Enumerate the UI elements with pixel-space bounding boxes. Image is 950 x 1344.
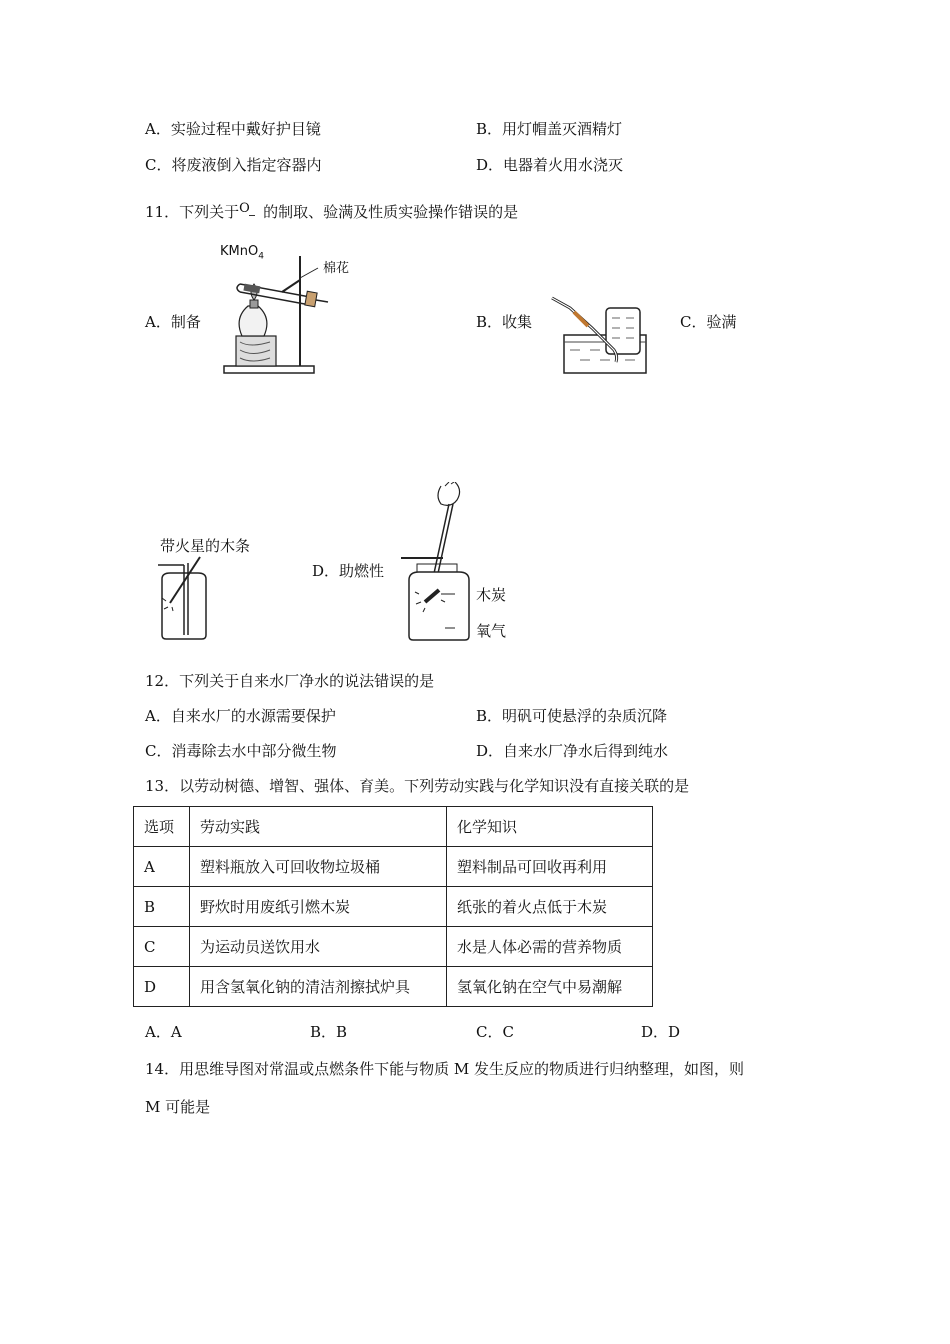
table-row <box>134 967 653 1007</box>
fig-d-oxygen-label: 氧气 <box>476 622 507 640</box>
table-header-cell: 选项 <box>134 807 190 847</box>
q12-option-d: D．自来水厂净水后得到纯水 <box>476 742 669 760</box>
q13-table <box>133 806 653 1007</box>
q10-option-c: C．将废液倒入指定容器内 <box>145 156 322 174</box>
q10-option-b: B．用灯帽盖灭酒精灯 <box>476 120 623 138</box>
table-cell: 野炊时用废纸引燃木炭 <box>190 887 447 927</box>
table-header-cell: 化学知识 <box>447 807 653 847</box>
q10-option-d: D．电器着火用水浇灭 <box>476 156 624 174</box>
table-cell: 氢氧化钠在空气中易潮解 <box>447 967 653 1007</box>
table-cell: C <box>134 927 190 967</box>
q10-option-a: A．实验过程中戴好护目镜 <box>145 120 321 138</box>
table-cell: 纸张的着火点低于木炭 <box>447 887 653 927</box>
table-cell: 为运动员送饮用水 <box>190 927 447 967</box>
table-cell: B <box>134 887 190 927</box>
q13-option-a: A．A <box>145 1023 182 1041</box>
table-header-row <box>134 807 653 847</box>
q11-option-a: A．制备 <box>145 313 201 331</box>
q13-option-c: C．C <box>476 1023 514 1041</box>
fig-a-reagent-label: KMnO$_4$ <box>220 244 264 262</box>
table-row <box>134 927 653 967</box>
q11-stem: 11．下列关于 O 的制取、验满及性质实验操作错误的是 <box>145 201 519 221</box>
q12-stem: 12．下列关于自来水厂净水的说法错误的是 <box>145 672 435 690</box>
table-cell: 塑料瓶放入可回收物垃圾桶 <box>190 847 447 887</box>
table-cell: 塑料制品可回收再利用 <box>447 847 653 887</box>
table-cell: 水是人体必需的营养物质 <box>447 927 653 967</box>
q11-option-b: B．收集 <box>476 313 533 331</box>
table-cell: 用含氢氧化钠的清洁剂擦拭炉具 <box>190 967 447 1007</box>
fig-b-water-collection <box>550 290 650 380</box>
table-cell: A <box>134 847 190 887</box>
fig-d-charcoal-in-oxygen <box>395 482 475 644</box>
q13-stem: 13．以劳动树德、增智、强体、育美。下列劳动实践与化学知识没有直接关联的是 <box>145 777 690 795</box>
q11-option-d: D．助燃性 <box>312 562 385 580</box>
fig-c-gas-bottle <box>150 555 220 645</box>
q11-formula: O <box>239 201 250 216</box>
fig-d-charcoal-label: 木炭 <box>476 586 507 604</box>
q12-option-b: B．明矾可使悬浮的杂质沉降 <box>476 707 668 725</box>
fig-a-cotton-label: 棉花 <box>323 261 350 276</box>
table-row <box>134 847 653 887</box>
q13-option-b: B．B <box>310 1023 348 1041</box>
q14-stem-line1: 14．用思维导图对常温或点燃条件下能与物质 M 发生反应的物质进行归纳整理，如图，则 <box>145 1060 744 1078</box>
q12-option-c: C．消毒除去水中部分微生物 <box>145 742 337 760</box>
fig-c-splint-label: 带火星的木条 <box>160 537 251 555</box>
q14-stem-line2: M 可能是 <box>145 1098 211 1116</box>
q11-option-c: C．验满 <box>680 313 737 331</box>
q12-option-a: A．自来水厂的水源需要保护 <box>145 707 336 725</box>
q13-option-d: D．D <box>641 1023 681 1041</box>
table-cell: D <box>134 967 190 1007</box>
table-row <box>134 887 653 927</box>
table-header-cell: 劳动实践 <box>190 807 447 847</box>
